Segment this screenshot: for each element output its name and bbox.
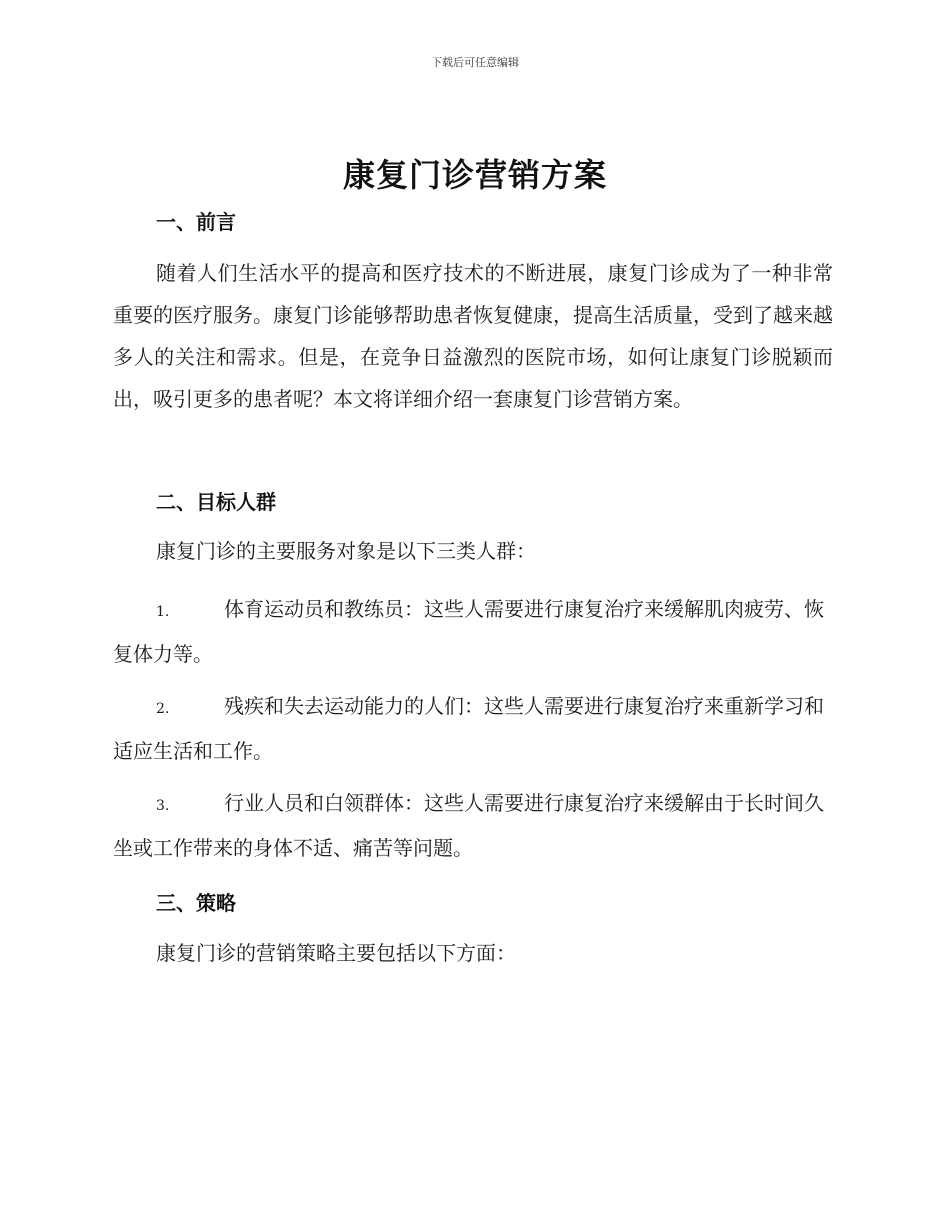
list-item-number: 3.: [156, 798, 170, 814]
section-heading-strategy: 三、策略: [156, 891, 236, 915]
strategy-intro-block: [113, 932, 833, 974]
target-audience-intro-block: [113, 530, 833, 572]
list-item-text: 体育运动员和教练员：这些人需要进行康复治疗来缓解肌肉疲劳、恢复体力等。: [113, 597, 824, 666]
section-target-audience: [113, 486, 833, 515]
section-strategy: [113, 887, 833, 916]
list-item: [113, 782, 833, 869]
strategy-intro: 康复门诊的营销策略主要包括以下方面：: [156, 941, 516, 965]
preface-paragraph: 随着人们生活水平的提高和医疗技术的不断进展，康复门诊成为了一种非常重要的医疗服务。康复门诊能够帮助患者恢复健康，提高生活质量，受到了越来越多人的关注和需求。但是，在竞争日益激烈的医院市场，如何让康复门诊脱颖而出，吸引更多的患者呢？本文将详细介绍一套康复门诊营销方案。: [113, 261, 833, 411]
list-item-text: 残疾和失去运动能力的人们：这些人需要进行康复治疗来重新学习和适应生活和工作。: [113, 694, 824, 763]
list-item: [113, 685, 833, 772]
list-item-number: 2.: [156, 701, 170, 717]
document-title: 康复门诊营销方案: [342, 156, 607, 194]
header-note: 下载后可任意编辑: [431, 56, 519, 69]
list-item-text: 行业人员和白领群体：这些人需要进行康复治疗来缓解由于长时间久坐或工作带来的身体不适、痛苦等问题。: [113, 791, 824, 860]
preface-body: [113, 252, 833, 420]
section-heading-preface: 一、前言: [156, 210, 236, 234]
target-audience-intro: 康复门诊的主要服务对象是以下三类人群：: [156, 539, 536, 563]
list-item: [113, 588, 833, 675]
section-preface: [113, 206, 833, 235]
list-item-number: 1.: [156, 604, 170, 620]
section-heading-target-audience: 二、目标人群: [156, 490, 276, 514]
